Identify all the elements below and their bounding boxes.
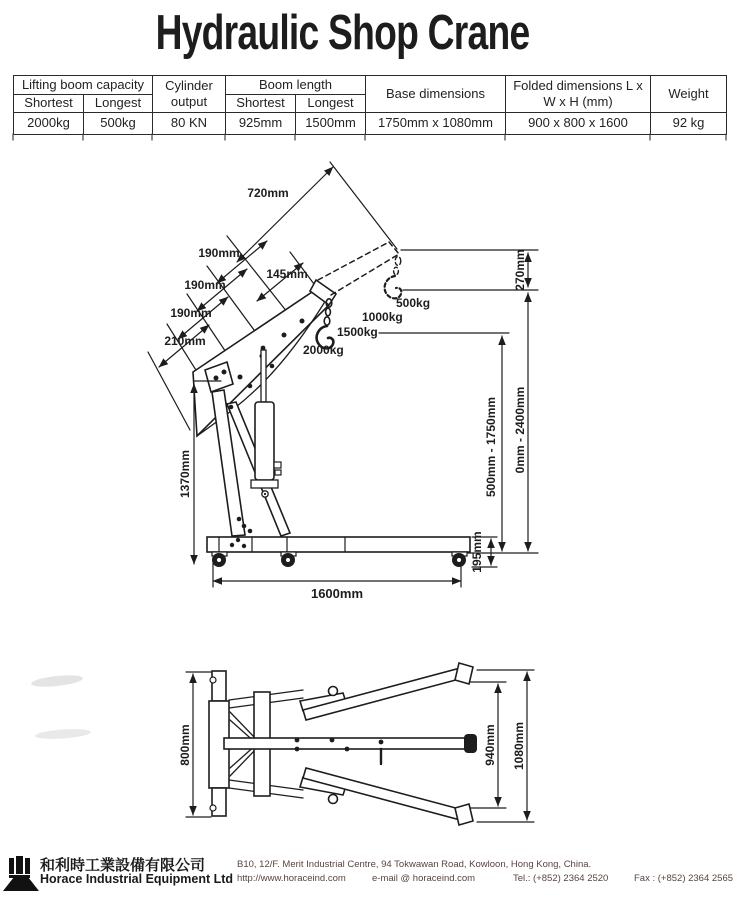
company-name-chinese: 和利時工業設備有限公司 xyxy=(40,857,206,874)
dim-label-190b: 190mm xyxy=(184,278,226,292)
capacity-label-1000kg: 1000kg xyxy=(362,310,403,324)
footer xyxy=(0,853,739,900)
value-boom-longest: 1500mm xyxy=(296,113,366,135)
company-logo-icon xyxy=(2,855,40,893)
subheader-boom-shortest: Shortest xyxy=(226,95,296,113)
value-weight: 92 kg xyxy=(651,113,727,135)
dim-label-800: 800mm xyxy=(178,724,192,766)
extended-boom-dashed xyxy=(318,242,399,295)
fax-number: Fax : (+852) 2364 2565 xyxy=(634,873,734,884)
page-title: Hydraulic Shop Crane xyxy=(155,6,530,60)
website-link: http://www.horaceind.com xyxy=(237,873,346,884)
dim-label-210: 210mm xyxy=(164,334,206,348)
dim-1600 xyxy=(213,563,461,587)
dim-label-940: 940mm xyxy=(483,724,497,766)
email-text: e-mail @ horaceind.com xyxy=(372,873,476,884)
base-frame xyxy=(207,537,470,552)
dim-label-720: 720mm xyxy=(247,186,289,200)
segment-ticks xyxy=(148,162,397,430)
dim-label-195: 195mm xyxy=(470,531,484,573)
subheader-capacity-longest: Longest xyxy=(84,95,153,113)
value-boom-shortest: 925mm xyxy=(226,113,296,135)
header-boom-length: Boom length xyxy=(226,76,366,95)
dim-label-1080: 1080mm xyxy=(512,721,526,771)
phone-number: Tel.: (+852) 2364 2520 xyxy=(513,873,609,884)
value-base-dimensions: 1750mm x 1080mm xyxy=(366,113,506,135)
header-weight: Weight xyxy=(651,76,727,113)
dim-label-lift-range: 0mm - 2400mm xyxy=(513,386,527,474)
scan-smudges xyxy=(31,673,92,740)
dim-label-190a: 190mm xyxy=(198,246,240,260)
header-cylinder-output: Cylinder output xyxy=(153,76,226,113)
caster-wheels xyxy=(212,552,467,567)
crane-top-view xyxy=(31,663,534,825)
header-lifting-capacity: Lifting boom capacity xyxy=(14,76,153,95)
company-name-english: Horace Industrial Equipment Ltd xyxy=(40,872,234,886)
dim-label-145: 145mm xyxy=(266,267,308,281)
dim-label-1370: 1370mm xyxy=(178,449,192,499)
dim-label-hook-range: 500mm - 1750mm xyxy=(484,396,498,498)
extended-hook-dashed xyxy=(385,257,402,299)
value-cylinder-output: 80 KN xyxy=(153,113,226,135)
dim-label-270: 270mm xyxy=(513,249,527,291)
company-address: B10, 12/F. Merit Industrial Centre, 94 Tokwawan Road, Kowloon, Hong Kong, China. xyxy=(237,859,592,870)
value-capacity-longest: 500kg xyxy=(84,113,153,135)
dim-label-1600: 1600mm xyxy=(310,586,364,601)
value-folded-dimensions: 900 x 800 x 1600 xyxy=(506,113,651,135)
capacity-label-500kg: 500kg xyxy=(396,296,431,310)
value-capacity-shortest: 2000kg xyxy=(14,113,84,135)
subheader-boom-longest: Longest xyxy=(296,95,366,113)
dim-label-190c: 190mm xyxy=(170,306,212,320)
header-folded-dimensions: Folded dimensions L x W x H (mm) xyxy=(506,76,651,113)
header-base-dimensions: Base dimensions xyxy=(366,76,506,113)
table-border-stubs xyxy=(13,134,726,140)
capacity-label-2000kg: 2000kg xyxy=(303,343,344,357)
subheader-capacity-shortest: Shortest xyxy=(14,95,84,113)
crane-side-view xyxy=(148,162,538,601)
capacity-label-1500kg: 1500kg xyxy=(337,325,378,339)
